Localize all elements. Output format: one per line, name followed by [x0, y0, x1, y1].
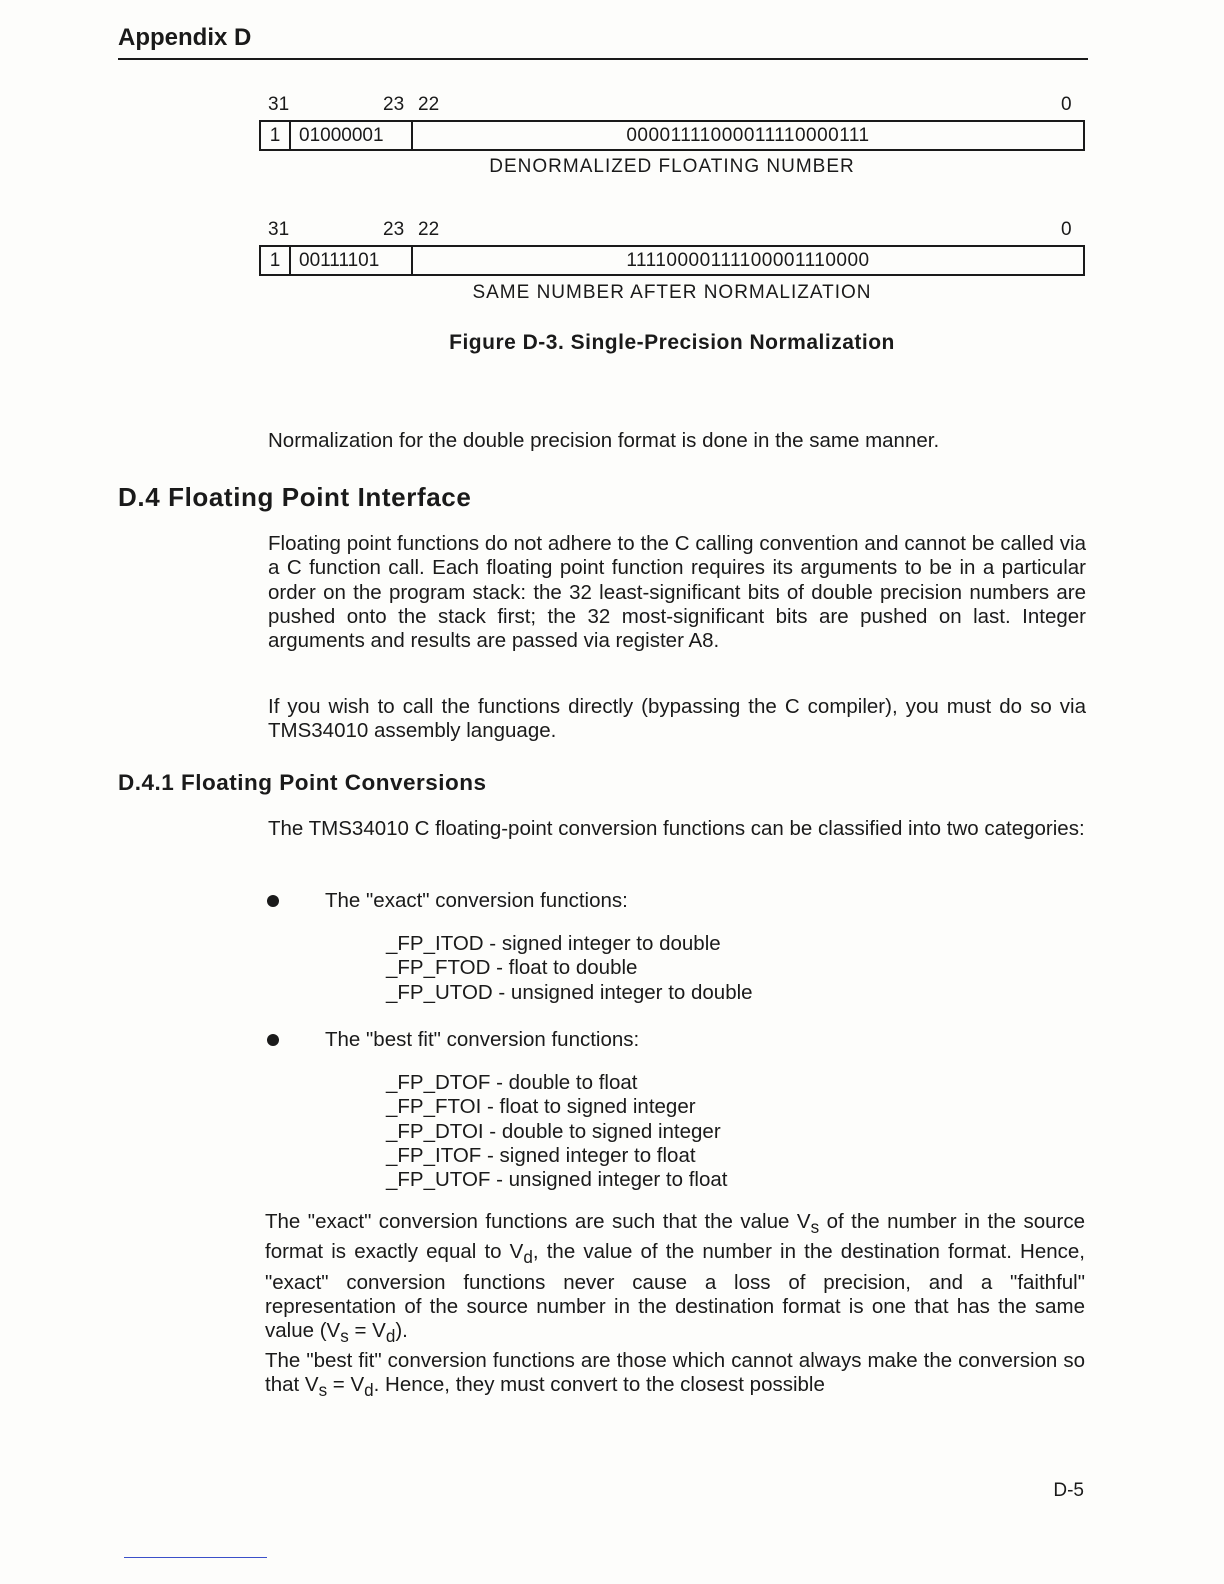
bit-label-22: 22 — [418, 94, 440, 115]
register-normalized — [259, 245, 1085, 276]
list-item: _FP_DTOF - double to float — [386, 1071, 638, 1094]
mantissa-field: 00001111000011110000111 — [626, 124, 870, 146]
register-caption: DENORMALIZED FLOATING NUMBER — [489, 156, 855, 177]
list-item: _FP_UTOF - unsigned integer to float — [386, 1168, 728, 1192]
bullet-icon — [267, 895, 279, 907]
list-item: _FP_FTOI - float to signed integer — [386, 1095, 696, 1119]
mantissa-field: 11110000111100001110000 — [626, 249, 870, 271]
bit-label-0: 0 — [1061, 219, 1072, 240]
exponent-field: 00111101 — [289, 247, 413, 274]
bit-label-31: 31 — [268, 94, 290, 115]
list-item: _FP_DTOI - double to signed integer — [386, 1119, 721, 1143]
text-run: = V — [327, 1373, 365, 1397]
subscript: s — [318, 1381, 328, 1401]
text-run: The "exact" conversion functions are such that the value V — [265, 1210, 811, 1233]
subscript: d — [364, 1381, 374, 1401]
exact-function-list — [386, 932, 753, 1005]
paragraph-direct-call: If you wish to call the functions directly (bypassing the C compiler), you must do so via TMS34010 assembly language. — [268, 695, 1086, 743]
bit-label-23: 23 — [383, 94, 405, 115]
list-item: _FP_UTOD - unsigned integer to double — [386, 980, 753, 1004]
bullet-icon — [267, 1034, 279, 1046]
bottom-rule — [124, 1557, 267, 1558]
bullet-best-fit: The "best fit" conversion functions: — [325, 1028, 640, 1051]
register-denormalized — [259, 120, 1085, 151]
text-run: of the number in the source format is exactly equal to V — [265, 1210, 1085, 1264]
paragraph-normalization: Normalization for the double precision format is done in the same manner. — [268, 429, 940, 452]
page-header: Appendix D — [118, 24, 252, 51]
sign-bit: 1 — [261, 247, 291, 274]
page-number: D-5 — [1053, 1480, 1084, 1501]
bit-label-22: 22 — [418, 219, 440, 240]
register-caption: SAME NUMBER AFTER NORMALIZATION — [472, 282, 872, 303]
paragraph-best-fit-definition — [265, 1349, 1085, 1404]
paragraph-exact-definition — [265, 1210, 1085, 1350]
header-rule — [118, 58, 1088, 60]
text-run: ). — [395, 1319, 408, 1343]
bit-label-0: 0 — [1061, 94, 1072, 115]
text-run: = V — [348, 1319, 386, 1343]
paragraph-interface: Floating point functions do not adhere to the C calling convention and cannot be called via a C function call. Each floating point function requires its arguments to be in a particular order on the program stack: the 32 least-significant bits of double precision numbers are pushed onto the stack first; the 32 most-significant bits are pushed on last. Integer arguments and results are passed via register A8. — [268, 532, 1086, 653]
list-item: _FP_ITOF - signed integer to float — [386, 1143, 696, 1167]
sign-bit: 1 — [261, 122, 291, 149]
text-run: The "best fit" conversion functions are those which cannot always make the conversion so that V — [265, 1349, 1085, 1397]
bit-label-31: 31 — [268, 219, 290, 240]
subscript: s — [340, 1327, 349, 1347]
list-item: _FP_FTOD - float to double — [386, 956, 638, 980]
section-heading-d4: D.4 Floating Point Interface — [118, 482, 472, 512]
subscript: d — [523, 1248, 533, 1268]
text-run: . Hence, they must convert to the closest possible — [373, 1373, 825, 1397]
list-item: _FP_ITOD - signed integer to double — [386, 932, 721, 955]
exponent-field: 01000001 — [289, 122, 413, 149]
paragraph-conversions-intro: The TMS34010 C floating-point conversion functions can be classified into two categories: — [268, 817, 1085, 840]
text-run: , the value of the number in the destination format. Hence, "exact" conversion functions never cause a loss of precision, and a "faithful" representation of the source number in the destination format is one that has the same value (V — [265, 1240, 1085, 1343]
best-fit-function-list — [386, 1071, 727, 1192]
bullet-exact: The "exact" conversion functions: — [325, 889, 628, 912]
subscript: d — [385, 1327, 396, 1347]
bit-label-23: 23 — [383, 219, 405, 240]
subscript: s — [810, 1218, 820, 1238]
figure-title: Figure D-3. Single-Precision Normalization — [449, 331, 895, 354]
section-heading-d41: D.4.1 Floating Point Conversions — [118, 770, 487, 795]
